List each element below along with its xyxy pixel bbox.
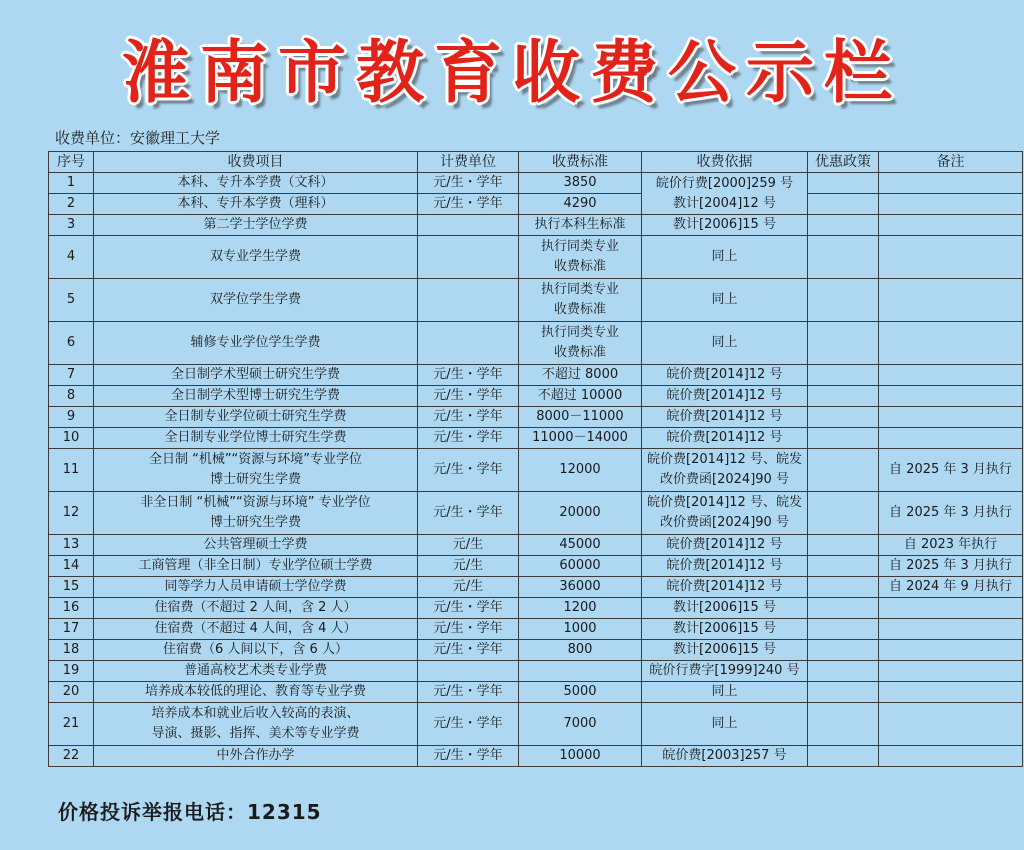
cell-no: 15 (49, 577, 94, 598)
cell-no: 12 (49, 492, 94, 535)
page-title: 淮南市教育收费公示栏 (121, 34, 902, 113)
cell-basis: 皖价行费字[1999]240 号 (642, 661, 808, 682)
cell-note (879, 386, 1023, 407)
cell-policy (808, 386, 879, 407)
cell-policy (808, 746, 879, 767)
cell-item: 全日制学术型博士研究生学费 (94, 386, 418, 407)
cell-policy (808, 577, 879, 598)
cell-standard: 20000 (519, 492, 642, 535)
cell-standard: 800 (519, 640, 642, 661)
table-row (49, 703, 1023, 746)
cell-basis: 教计[2006]15 号 (642, 640, 808, 661)
cell-unit (418, 236, 519, 279)
cell-standard: 4290 (519, 194, 642, 215)
cell-basis: 同上 (642, 236, 808, 279)
cell-note: 自 2025 年 3 月执行 (879, 449, 1023, 492)
cell-note (879, 215, 1023, 236)
cell-standard: 7000 (519, 703, 642, 746)
table-row (49, 640, 1023, 661)
cell-basis: 皖价费[2014]12 号 (642, 535, 808, 556)
cell-no: 4 (49, 236, 94, 279)
cell-item: 同等学力人员申请硕士学位学费 (94, 577, 418, 598)
cell-note (879, 365, 1023, 386)
cell-no: 3 (49, 215, 94, 236)
table-row (49, 619, 1023, 640)
table-row (49, 428, 1023, 449)
cell-unit: 元/生 (418, 535, 519, 556)
cell-standard: 10000 (519, 746, 642, 767)
cell-basis: 皖价费[2014]12 号、皖发 改价费函[2024]90 号 (642, 449, 808, 492)
cell-note (879, 598, 1023, 619)
table-row (49, 535, 1023, 556)
table-row (49, 449, 1023, 492)
cell-no: 21 (49, 703, 94, 746)
table-row (49, 661, 1023, 682)
cell-basis: 同上 (642, 682, 808, 703)
cell-no: 11 (49, 449, 94, 492)
cell-note: 自 2025 年 3 月执行 (879, 556, 1023, 577)
cell-standard: 执行本科生标准 (519, 215, 642, 236)
table-row (49, 746, 1023, 767)
table-row (49, 407, 1023, 428)
header-item: 收费项目 (94, 152, 418, 173)
cell-standard: 36000 (519, 577, 642, 598)
cell-no: 2 (49, 194, 94, 215)
cell-item: 培养成本和就业后收入较高的表演、 导演、摄影、指挥、美术等专业学费 (94, 703, 418, 746)
table-row (49, 322, 1023, 365)
cell-item: 本科、专升本学费（文科） (94, 173, 418, 194)
cell-item: 双专业学生学费 (94, 236, 418, 279)
cell-note (879, 173, 1023, 194)
cell-no: 16 (49, 598, 94, 619)
cell-standard: 1200 (519, 598, 642, 619)
cell-note (879, 746, 1023, 767)
cell-unit: 元/生 (418, 577, 519, 598)
cell-item: 本科、专升本学费（理科） (94, 194, 418, 215)
cell-policy (808, 619, 879, 640)
cell-note (879, 407, 1023, 428)
cell-policy (808, 556, 879, 577)
table-row (49, 279, 1023, 322)
table-row (49, 598, 1023, 619)
cell-policy (808, 640, 879, 661)
cell-unit (418, 215, 519, 236)
cell-policy (808, 322, 879, 365)
cell-standard: 1000 (519, 619, 642, 640)
cell-item: 全日制专业学位硕士研究生学费 (94, 407, 418, 428)
cell-no: 20 (49, 682, 94, 703)
cell-standard: 12000 (519, 449, 642, 492)
cell-standard: 8000－11000 (519, 407, 642, 428)
cell-note (879, 322, 1023, 365)
cell-policy (808, 407, 879, 428)
cell-standard (519, 661, 642, 682)
cell-note (879, 279, 1023, 322)
cell-policy (808, 492, 879, 535)
cell-item: 全日制专业学位博士研究生学费 (94, 428, 418, 449)
header-policy: 优惠政策 (808, 152, 879, 173)
cell-note (879, 682, 1023, 703)
cell-basis: 教计[2006]15 号 (642, 619, 808, 640)
cell-no: 1 (49, 173, 94, 194)
header-note: 备注 (879, 152, 1023, 173)
cell-item: 公共管理硕士学费 (94, 535, 418, 556)
table-row (49, 577, 1023, 598)
cell-basis: 教计[2006]15 号 (642, 215, 808, 236)
cell-unit (418, 279, 519, 322)
complaint-hotline: 价格投诉举报电话：12315 (58, 800, 322, 824)
cell-basis: 皖价费[2014]12 号 (642, 428, 808, 449)
cell-policy (808, 215, 879, 236)
cell-basis: 皖价行费[2000]259 号 教计[2004]12 号 (642, 173, 808, 215)
cell-note (879, 194, 1023, 215)
header-unit: 计费单位 (418, 152, 519, 173)
cell-item: 住宿费（6 人间以下，含 6 人） (94, 640, 418, 661)
cell-basis: 同上 (642, 279, 808, 322)
table-row (49, 215, 1023, 236)
cell-item: 全日制 “机械”“资源与环境”专业学位 博士研究生学费 (94, 449, 418, 492)
header-no: 序号 (49, 152, 94, 173)
cell-policy (808, 535, 879, 556)
cell-item: 普通高校艺术类专业学费 (94, 661, 418, 682)
cell-standard: 执行同类专业 收费标准 (519, 279, 642, 322)
cell-unit (418, 661, 519, 682)
cell-unit: 元/生・学年 (418, 598, 519, 619)
cell-note: 自 2024 年 9 月执行 (879, 577, 1023, 598)
cell-unit: 元/生・学年 (418, 682, 519, 703)
cell-unit (418, 322, 519, 365)
cell-basis: 同上 (642, 322, 808, 365)
cell-policy (808, 661, 879, 682)
cell-unit: 元/生・学年 (418, 173, 519, 194)
cell-item: 第二学士学位学费 (94, 215, 418, 236)
cell-policy (808, 598, 879, 619)
cell-unit: 元/生・学年 (418, 449, 519, 492)
cell-standard: 执行同类专业 收费标准 (519, 236, 642, 279)
table-row (49, 556, 1023, 577)
cell-basis: 皖价费[2014]12 号 (642, 386, 808, 407)
header-standard: 收费标准 (519, 152, 642, 173)
fee-unit-label: 收费单位：安徽理工大学 (55, 129, 221, 147)
cell-item: 工商管理（非全日制）专业学位硕士学费 (94, 556, 418, 577)
cell-no: 5 (49, 279, 94, 322)
cell-unit: 元/生・学年 (418, 492, 519, 535)
cell-item: 全日制学术型硕士研究生学费 (94, 365, 418, 386)
cell-unit: 元/生 (418, 556, 519, 577)
cell-note (879, 640, 1023, 661)
table-header-row (49, 152, 1023, 173)
cell-basis: 皖价费[2014]12 号 (642, 407, 808, 428)
cell-standard: 5000 (519, 682, 642, 703)
cell-unit: 元/生・学年 (418, 386, 519, 407)
cell-policy (808, 279, 879, 322)
cell-no: 22 (49, 746, 94, 767)
cell-note (879, 703, 1023, 746)
cell-standard: 不超过 8000 (519, 365, 642, 386)
cell-item: 中外合作办学 (94, 746, 418, 767)
cell-unit: 元/生・学年 (418, 703, 519, 746)
cell-item: 培养成本较低的理论、教育等专业学费 (94, 682, 418, 703)
cell-unit: 元/生・学年 (418, 428, 519, 449)
table-row (49, 173, 1023, 194)
cell-no: 9 (49, 407, 94, 428)
cell-policy (808, 428, 879, 449)
table-row (49, 365, 1023, 386)
cell-standard: 不超过 10000 (519, 386, 642, 407)
cell-standard: 45000 (519, 535, 642, 556)
cell-unit: 元/生・学年 (418, 407, 519, 428)
table-row (49, 194, 1023, 215)
cell-no: 7 (49, 365, 94, 386)
cell-basis: 皖价费[2014]12 号 (642, 577, 808, 598)
cell-item: 住宿费（不超过 2 人间，含 2 人） (94, 598, 418, 619)
table-row (49, 236, 1023, 279)
cell-policy (808, 682, 879, 703)
cell-no: 14 (49, 556, 94, 577)
cell-item: 非全日制 “机械”“资源与环境” 专业学位 博士研究生学费 (94, 492, 418, 535)
cell-standard: 3850 (519, 173, 642, 194)
table-row (49, 492, 1023, 535)
cell-no: 18 (49, 640, 94, 661)
cell-basis: 皖价费[2003]257 号 (642, 746, 808, 767)
cell-note: 自 2023 年执行 (879, 535, 1023, 556)
cell-no: 17 (49, 619, 94, 640)
fee-table (48, 151, 1023, 767)
cell-no: 13 (49, 535, 94, 556)
cell-policy (808, 449, 879, 492)
cell-no: 19 (49, 661, 94, 682)
cell-basis: 皖价费[2014]12 号 (642, 556, 808, 577)
cell-policy (808, 365, 879, 386)
cell-unit: 元/生・学年 (418, 365, 519, 386)
cell-standard: 执行同类专业 收费标准 (519, 322, 642, 365)
table-row (49, 682, 1023, 703)
cell-note (879, 236, 1023, 279)
cell-policy (808, 236, 879, 279)
cell-no: 8 (49, 386, 94, 407)
cell-standard: 60000 (519, 556, 642, 577)
cell-item: 双学位学生学费 (94, 279, 418, 322)
cell-note (879, 428, 1023, 449)
cell-no: 10 (49, 428, 94, 449)
cell-basis: 皖价费[2014]12 号 (642, 365, 808, 386)
cell-policy (808, 703, 879, 746)
cell-note (879, 661, 1023, 682)
cell-basis: 教计[2006]15 号 (642, 598, 808, 619)
cell-note: 自 2025 年 3 月执行 (879, 492, 1023, 535)
cell-unit: 元/生・学年 (418, 746, 519, 767)
cell-note (879, 619, 1023, 640)
cell-unit: 元/生・学年 (418, 619, 519, 640)
cell-unit: 元/生・学年 (418, 194, 519, 215)
header-basis: 收费依据 (642, 152, 808, 173)
fee-table-body (49, 173, 1023, 767)
cell-policy (808, 194, 879, 215)
cell-item: 辅修专业学位学生学费 (94, 322, 418, 365)
cell-basis: 皖价费[2014]12 号、皖发 改价费函[2024]90 号 (642, 492, 808, 535)
table-row (49, 386, 1023, 407)
cell-policy (808, 173, 879, 194)
cell-no: 6 (49, 322, 94, 365)
cell-item: 住宿费（不超过 4 人间，含 4 人） (94, 619, 418, 640)
cell-standard: 11000－14000 (519, 428, 642, 449)
cell-unit: 元/生・学年 (418, 640, 519, 661)
cell-basis: 同上 (642, 703, 808, 746)
